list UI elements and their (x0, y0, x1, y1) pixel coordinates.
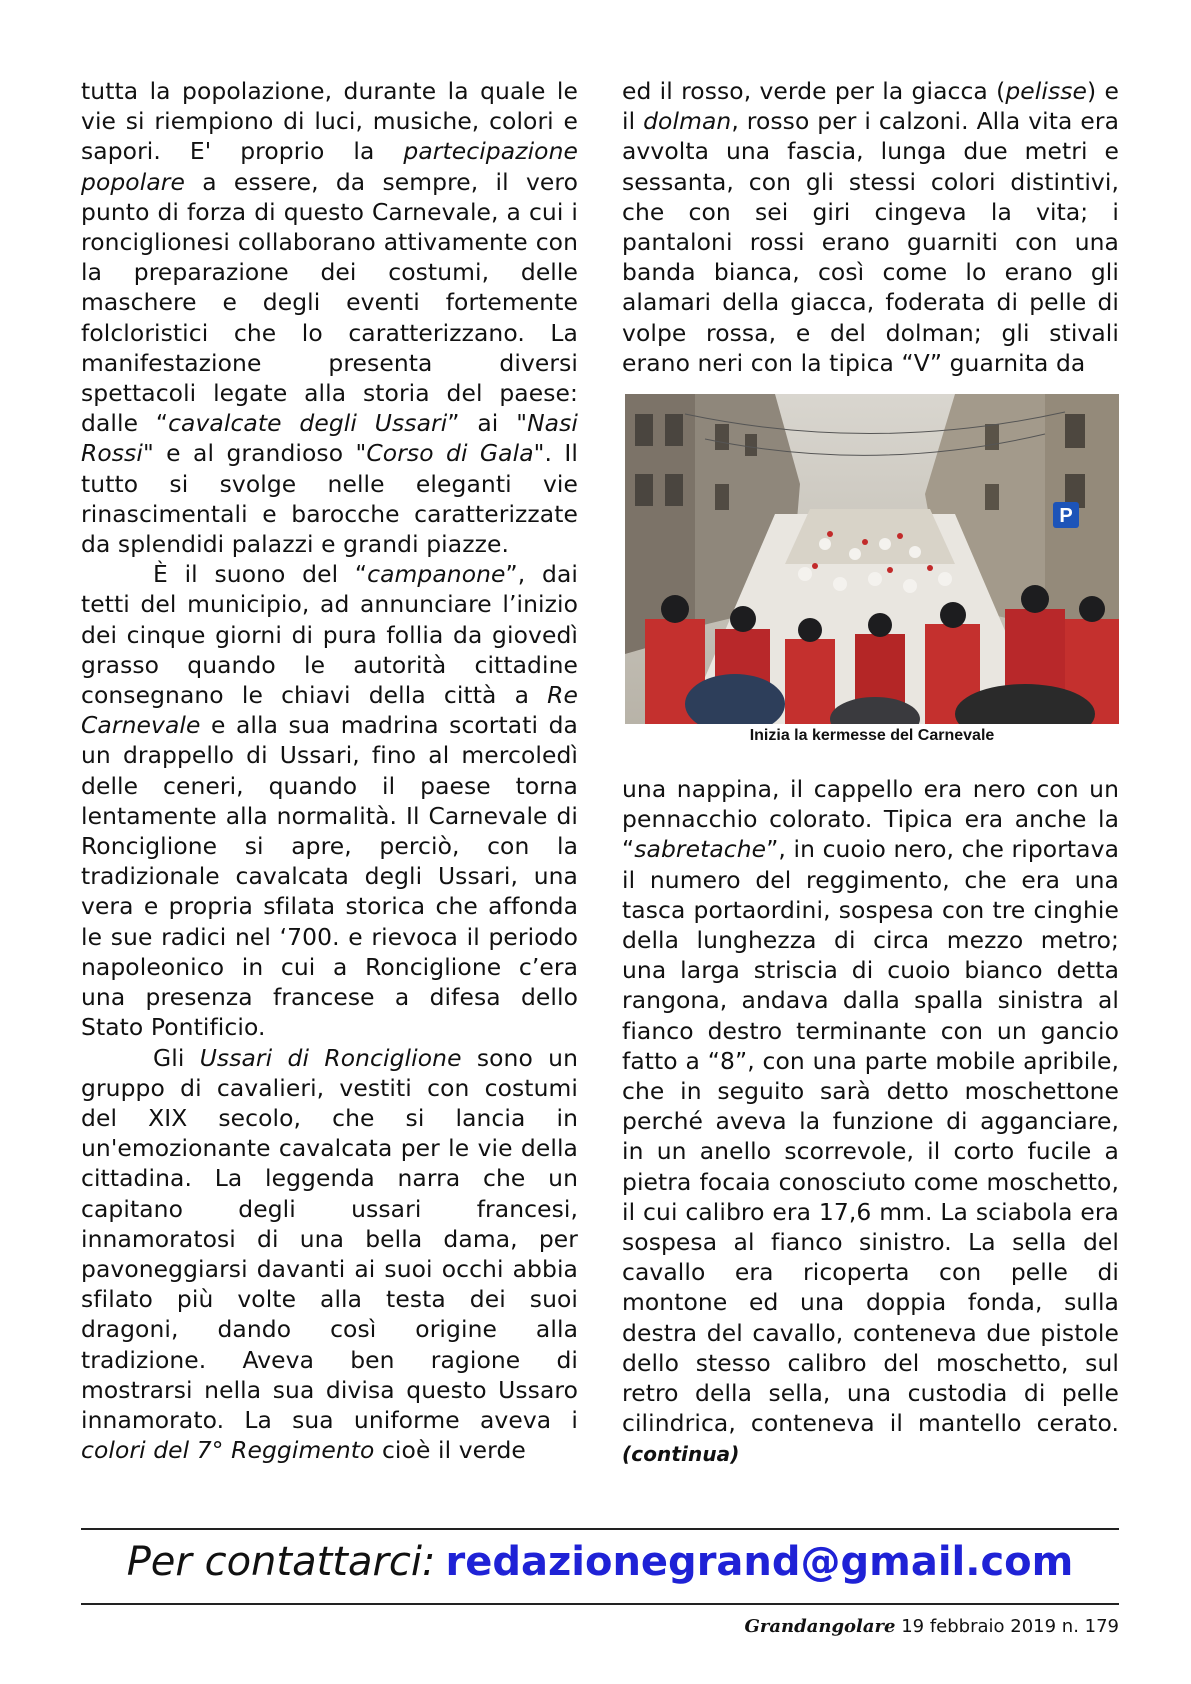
italic-text: Re Carnevale (81, 681, 578, 740)
text-run: ” ai " (447, 409, 528, 438)
italic-text: cavalcate degli Ussari (168, 409, 448, 438)
text-run: sono un gruppo di cavalieri, vestiti con costumi del XIX secolo, che si lancia in un'emozionante cavalcata per le vie della cittadina. La leggenda narra che un capitano degli ussari francesi, innamoratosi di una bella dama, per pavoneggiarsi davanti ai suoi occhi abbia sfilato più volte alla testa dei suoi dragoni, dando così origine alla tradizione. Aveva ben ragione di mostrarsi nella sua divisa questo Ussaro innamorato. La sua uniforme aveva i (81, 1043, 578, 1434)
article-column-left (81, 76, 578, 1465)
photo-caption: Inizia la kermesse del Carnevale (749, 727, 995, 744)
italic-text: pelisse (1005, 77, 1088, 105)
divider-top (81, 1528, 1119, 1530)
text-run: È il suono del “ (153, 560, 368, 589)
svg-text:P: P (1059, 505, 1073, 527)
divider-bottom (81, 1603, 1119, 1605)
italic-text: sabretache (634, 835, 767, 864)
italic-text: Ussari di Ronciglione (199, 1043, 462, 1072)
text-run: , rosso per i calzoni. Alla vita era avvolta una fascia, lunga due metri e sessanta, con gli stessi colori distintivi, che con sei giri cingeva la vita; i pantaloni rossi erano guarniti con una banda bianca, così come lo erano gli alamari della giacca, foderata di pelle di volpe rossa, e del dolman; gli stivali erano neri con la tipica “V” guarnita da (622, 107, 1120, 377)
text-run: Gli (153, 1043, 200, 1072)
article-column-right-top (622, 76, 1119, 378)
publication-name: Grandangolare (744, 1616, 896, 1637)
text-run: ". Il tutto si svolge nelle eleganti vie rinascimentali e barocche caratterizzate da splendidi palazzi e grandi piazze. (81, 439, 578, 559)
text-run: ”, in cuoio nero, che riportava il numero del reggimento, che era una tasca portaordini, sospesa con tre cinghie della lunghezza di circa mezzo metro; una larga striscia di cuoio bianco detta rangona, andava dalla spalla sinistra al fianco destro terminante con un gancio fatto a “8”, con una parte mobile apribile, che in seguito sarà detto moschettone perché aveva la funzione di agganciare, in un anello scorrevole, il corto fucile a pietra focaia conosciuto come moschetto, il cui calibro era 17,6 mm. La sciabola era sospesa al fianco sinistro. La sella del cavallo era ricoperta con pelle di montone ed una doppia fonda, sulla destra del cavallo, conteneva due pistole dello stesso calibro del moschetto, sul retro della sella, una custodia di pelle cilindrica, conteneva il mantello cerato. (622, 835, 1119, 1438)
carnival-parade-photo (625, 394, 1119, 724)
text-run: e alla sua madrina scortati da un drappello di Ussari, fino al mercoledì delle ceneri, quando il paese torna lentamente alla normalità. Il Carnevale di Ronciglione si apre, perciò, con la tradizionale cavalcata degli Ussari, una vera e propria sfilata storica che affonda le sue radici nel ‘700. e rievoca il periodo napoleonico in cui a Ronciglione c’era una presenza francese a difesa dello Stato Pontificio. (81, 711, 578, 1042)
italic-text: dolman (643, 107, 732, 136)
contact-email-link[interactable]: redazionegrand@gmail.com (445, 1539, 1074, 1585)
contact-label: Per contattarci: (126, 1539, 436, 1585)
page-footer (745, 1616, 1120, 1637)
article-paragraph (622, 76, 1119, 378)
italic-text: Corso di Gala (366, 439, 534, 468)
text-run: tutta la popolazione, durante la quale le vie si riempiono di luci, musiche, colori e sapori. E' proprio la (81, 77, 578, 166)
text-run: una nappina, il cappello era nero con un pennacchio colorato. Tipica era anche la “ (622, 775, 1119, 864)
italic-text: partecipazione popolare (81, 137, 578, 196)
text-run: ) e il (622, 77, 1119, 136)
continue-note: (continua) (622, 1442, 740, 1467)
article-column-right-bottom (622, 774, 1119, 1470)
contact-line (81, 1538, 1119, 1586)
text-run: cioè il verde (374, 1436, 526, 1465)
article-paragraph (81, 1043, 578, 1466)
article-paragraph (81, 76, 578, 559)
issue-date: 19 febbraio 2019 n. 179 (895, 1616, 1119, 1637)
text-run: a essere, da sempre, il vero punto di forza di questo Carnevale, a cui i ronciglionesi collaborano attivamente con la preparazione dei costumi, delle maschere e degli eventi fortemente folcloristici che lo caratterizzano. La manifestazione presenta diversi spettacoli legate alla storia del paese: dalle “ (81, 167, 578, 438)
article-paragraph (622, 774, 1119, 1470)
italic-text: Nasi Rossi (81, 409, 578, 468)
text-run: ”, dai tetti del municipio, ad annunciare l’inizio dei cinque giorni di pura follia da giovedì grasso quando le autorità cittadine consegnano le chiavi della città a (81, 560, 578, 710)
italic-text: campanone (367, 560, 506, 589)
article-paragraph (81, 559, 578, 1042)
text-run: ed il rosso, verde per la giacca ( (622, 77, 1006, 105)
text-run: " e al grandioso " (142, 439, 367, 468)
italic-text: colori del 7° Reggimento (81, 1436, 375, 1465)
